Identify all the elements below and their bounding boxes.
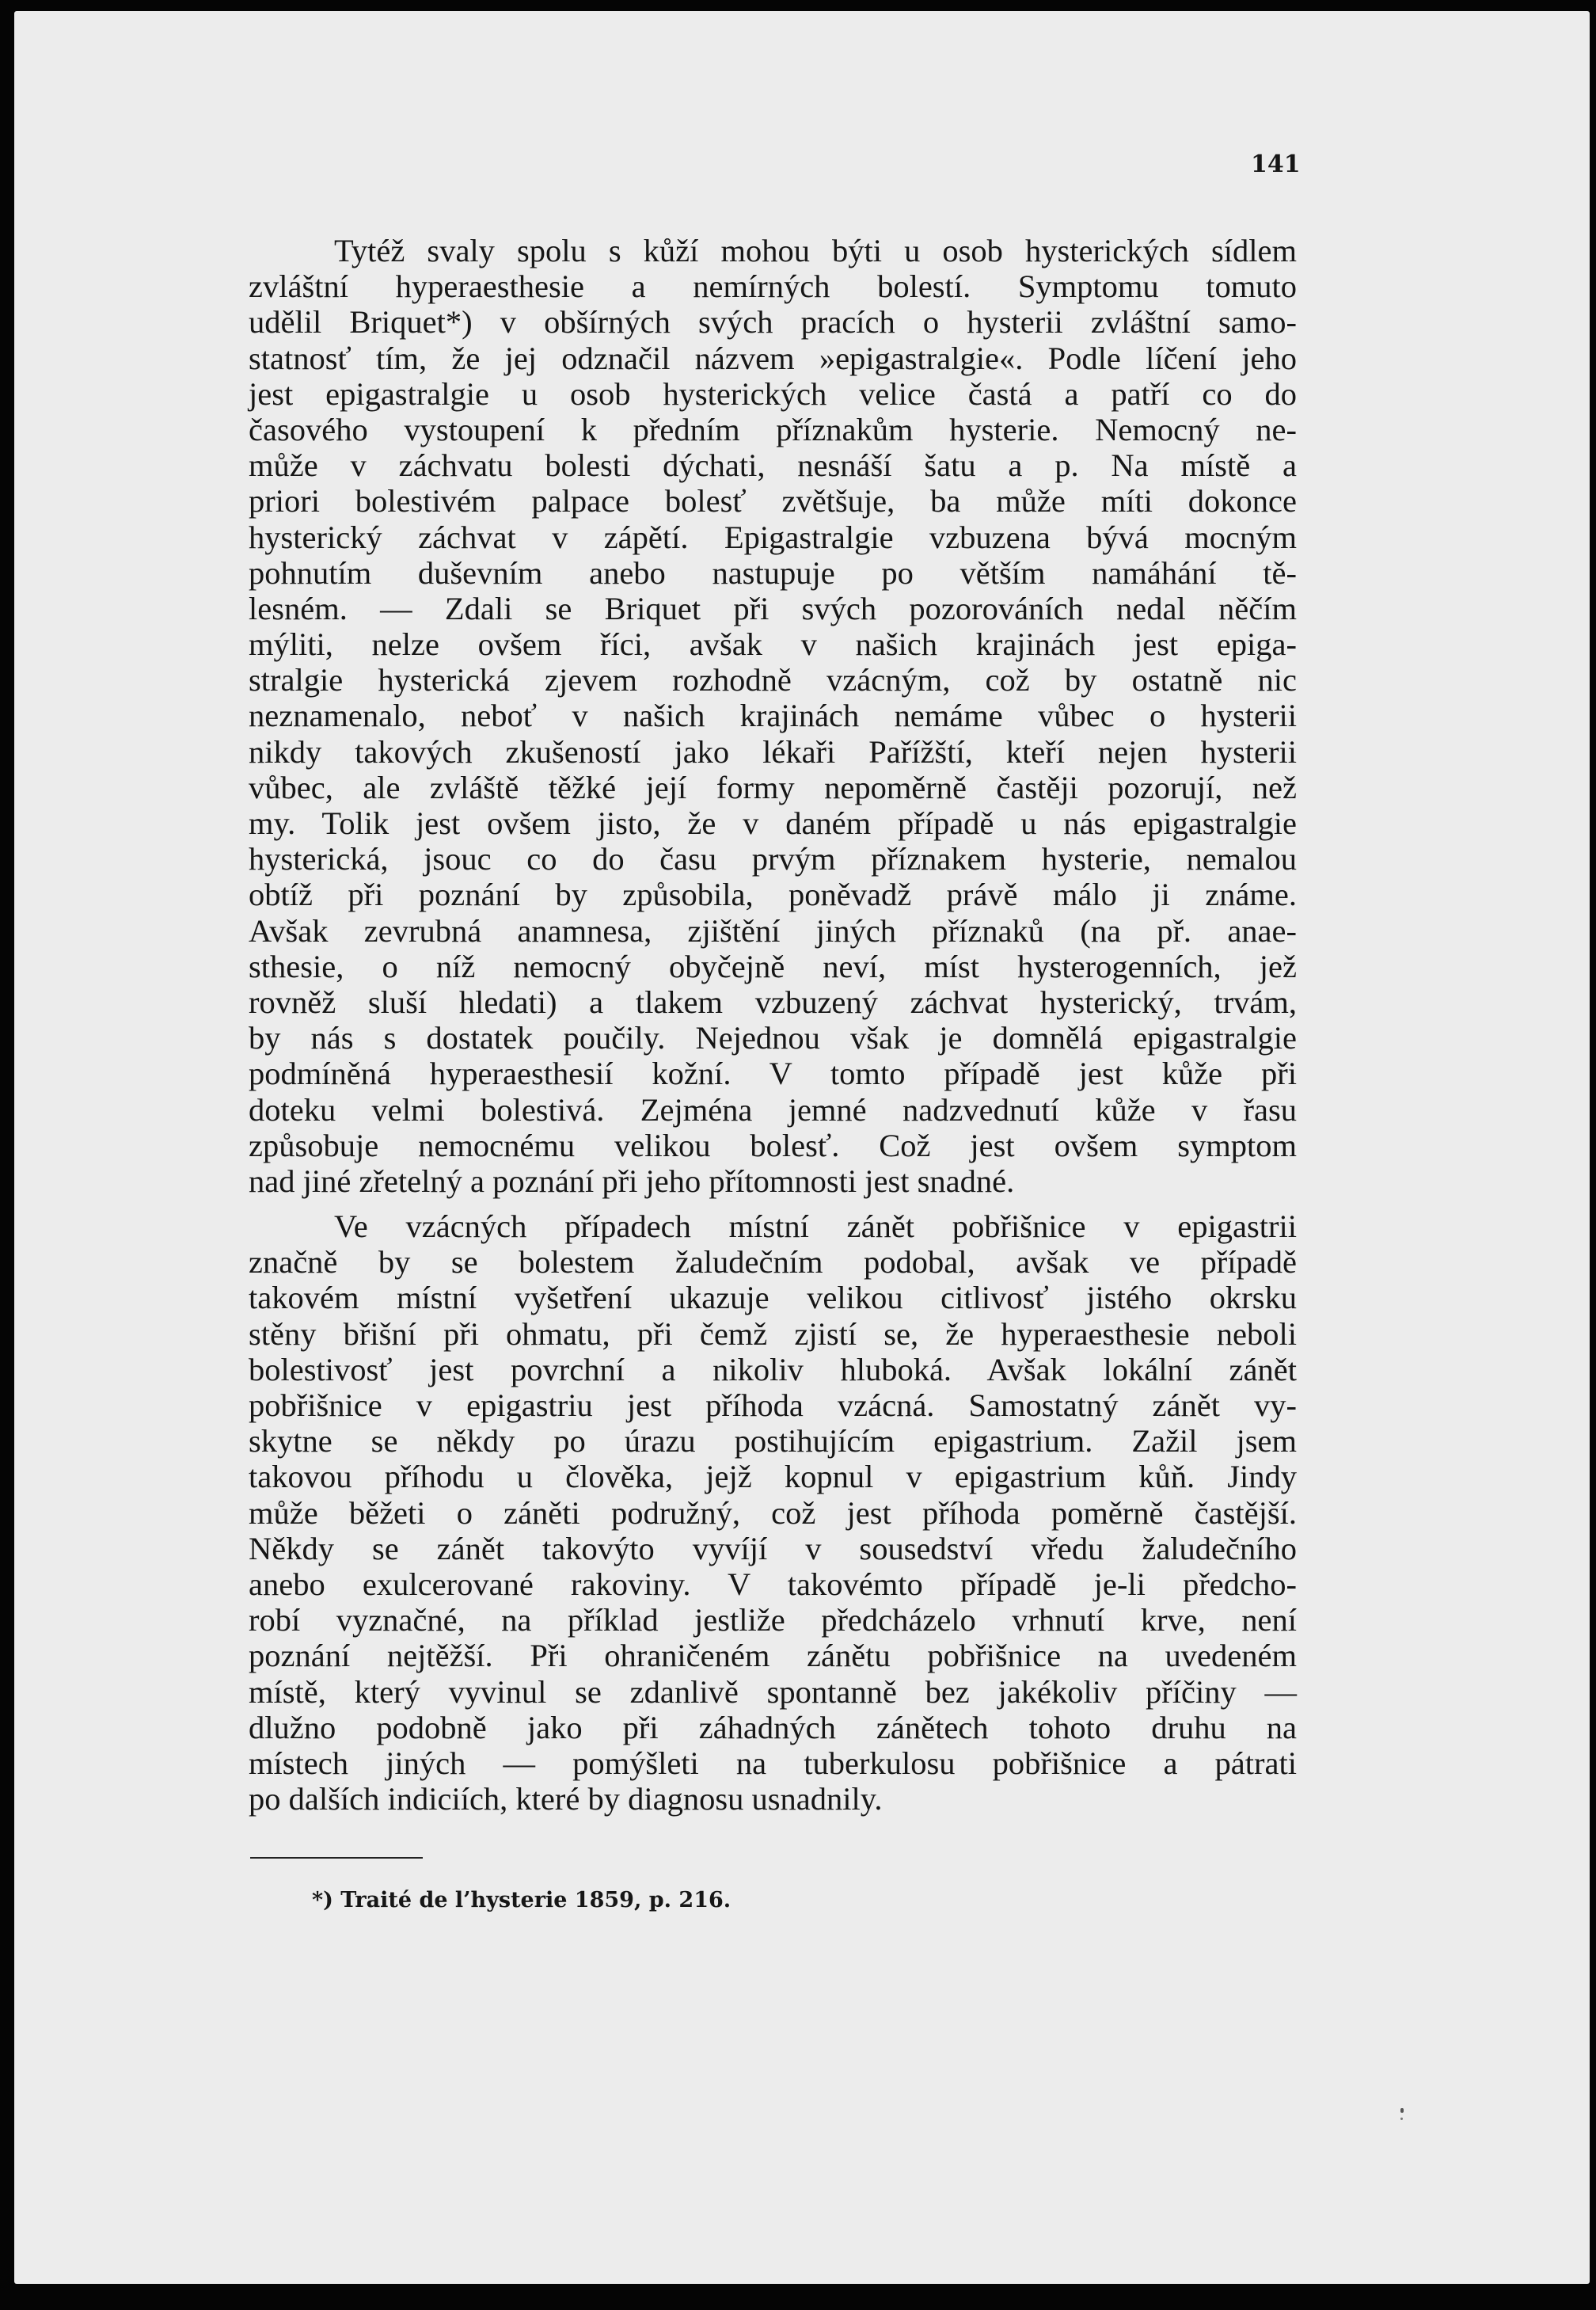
text-line: Avšak zevrubná anamnesa, zjištění jiných příznaků (na př. anae-: [249, 912, 1297, 949]
text-line: časového vystoupení k předním příznakům hysterie. Nemocný ne-: [249, 411, 1297, 447]
paragraph-1: [249, 233, 1297, 1199]
text-line: podmíněná hyperaesthesií kožní. V tomto případě jest kůže při: [249, 1056, 1297, 1092]
text-line: lesném. — Zdali se Briquet při svých pozorováních nedal něčím: [249, 590, 1297, 626]
text-line: vůbec, ale zvláště těžké její formy nepoměrně častěji pozorují, než: [249, 769, 1297, 805]
text-line: nikdy takových zkušeností jako lékaři Pařížští, kteří nejen hysterii: [249, 733, 1297, 770]
text-line: způsobuje nemocnému velikou bolesť. Což jest ovšem symptom: [249, 1127, 1297, 1163]
text-line: hysterický záchvat v zápětí. Epigastralgie vzbuzena bývá mocným: [249, 519, 1297, 555]
text-line: stěny břišní při ohmatu, při čemž zjistí se, že hyperaesthesie neboli: [249, 1315, 1297, 1352]
text-line: my. Tolik jest ovšem jisto, že v daném případě u nás epigastralgie: [249, 805, 1297, 841]
text-line: statnosť tím, že jej odznačil názvem »epigastralgie«. Podle líčení jeho: [249, 340, 1297, 376]
text-line: takovém místní vyšetření ukazuje velikou citlivosť jistého okrsku: [249, 1280, 1297, 1316]
scan-speck: [1400, 2108, 1404, 2113]
text-line: bolestivosť jest povrchní a nikoliv hluboká. Avšak lokální zánět: [249, 1351, 1297, 1387]
text-line: mýliti, nelze ovšem říci, avšak v našich krajinách jest epiga-: [249, 626, 1297, 663]
text-line: sthesie, o níž nemocný obyčejně neví, míst hysterogenních, jež: [249, 948, 1297, 984]
text-line: může v záchvatu bolesti dýchati, nesnáší šatu a p. Na místě a: [249, 447, 1297, 484]
text-line: Tytéž svaly spolu s kůží mohou býti u osob hysterických sídlem: [334, 233, 1297, 268]
body-text: [249, 233, 1297, 1817]
text-line: nad jiné zřetelný a poznání při jeho přítomnosti jest snadné.: [249, 1163, 1015, 1199]
text-line: může běžeti o záněti podružný, což jest příhoda poměrně častější.: [249, 1494, 1297, 1531]
footnote: *) Traité de l’hysterie 1859, p. 216.: [312, 1888, 732, 1912]
text-line: robí vyznačné, na příklad jestliže předcházelo vrhnutí krve, není: [249, 1602, 1297, 1638]
text-line: dlužno podobně jako při záhadných zánětech tohoto druhu na: [249, 1709, 1297, 1745]
text-line: Někdy se zánět takovýto vyvíjí v sousedství vředu žaludečního: [249, 1530, 1297, 1566]
text-line: anebo exulcerované rakoviny. V takovémto případě je-li předcho-: [249, 1566, 1297, 1602]
text-line: by nás s dostatek poučily. Nejednou však je domnělá epigastralgie: [249, 1020, 1297, 1056]
text-line: takovou příhodu u člověka, jejž kopnul v epigastrium kůň. Jindy: [249, 1459, 1297, 1495]
text-line: Ve vzácných případech místní zánět pobřišnice v epigastrii: [334, 1208, 1297, 1245]
paragraph-2: [249, 1208, 1297, 1817]
text-line: zvláštní hyperaesthesie a nemírných bolestí. Symptomu tomuto: [249, 268, 1297, 305]
text-line: stralgie hysterická zjevem rozhodně vzácným, což by ostatně nic: [249, 662, 1297, 698]
book-page: [14, 11, 1590, 2284]
text-line: místě, který vyvinul se zdanlivě spontanně bez jakékoliv příčiny —: [249, 1673, 1297, 1710]
text-line: po dalších indiciích, které by diagnosu usnadnily.: [249, 1781, 883, 1817]
page-number: 141: [1251, 150, 1301, 178]
paragraph-gap: [249, 1199, 1297, 1208]
text-line: místech jiných — pomýšleti na tuberkulosu pobřišnice a pátrati: [249, 1745, 1297, 1781]
text-line: pohnutím duševním anebo nastupuje po větším namáhání tě-: [249, 554, 1297, 591]
text-line: udělil Briquet*) v obšírných svých pracích o hysterii zvláštní samo-: [249, 304, 1297, 341]
text-line: poznání nejtěžší. Při ohraničeném zánětu pobřišnice na uvedeném: [249, 1638, 1297, 1674]
text-line: hysterická, jsouc co do času prvým příznakem hysterie, nemalou: [249, 841, 1297, 877]
text-line: pobřišnice v epigastriu jest příhoda vzácná. Samostatný zánět vy-: [249, 1387, 1297, 1423]
text-line: skytne se někdy po úrazu postihujícím epigastrium. Zažil jsem: [249, 1423, 1297, 1459]
text-line: rovněž sluší hledati) a tlakem vzbuzený záchvat hysterický, trvám,: [249, 984, 1297, 1020]
text-line: jest epigastralgie u osob hysterických velice častá a patří co do: [249, 375, 1297, 412]
scan-speck: [1400, 2118, 1403, 2120]
text-line: značně by se bolestem žaludečním podobal, avšak ve případě: [249, 1244, 1297, 1281]
text-line: doteku velmi bolestivá. Zejména jemné nadzvednutí kůže v řasu: [249, 1091, 1297, 1128]
text-line: priori bolestivém palpace bolesť zvětšuje, ba může míti dokonce: [249, 483, 1297, 519]
footnote-divider: [250, 1857, 423, 1859]
text-line: neznamenalo, neboť v našich krajinách nemáme vůbec o hysterii: [249, 698, 1297, 734]
text-line: obtíž při poznání by způsobila, poněvadž právě málo ji známe.: [249, 877, 1297, 913]
